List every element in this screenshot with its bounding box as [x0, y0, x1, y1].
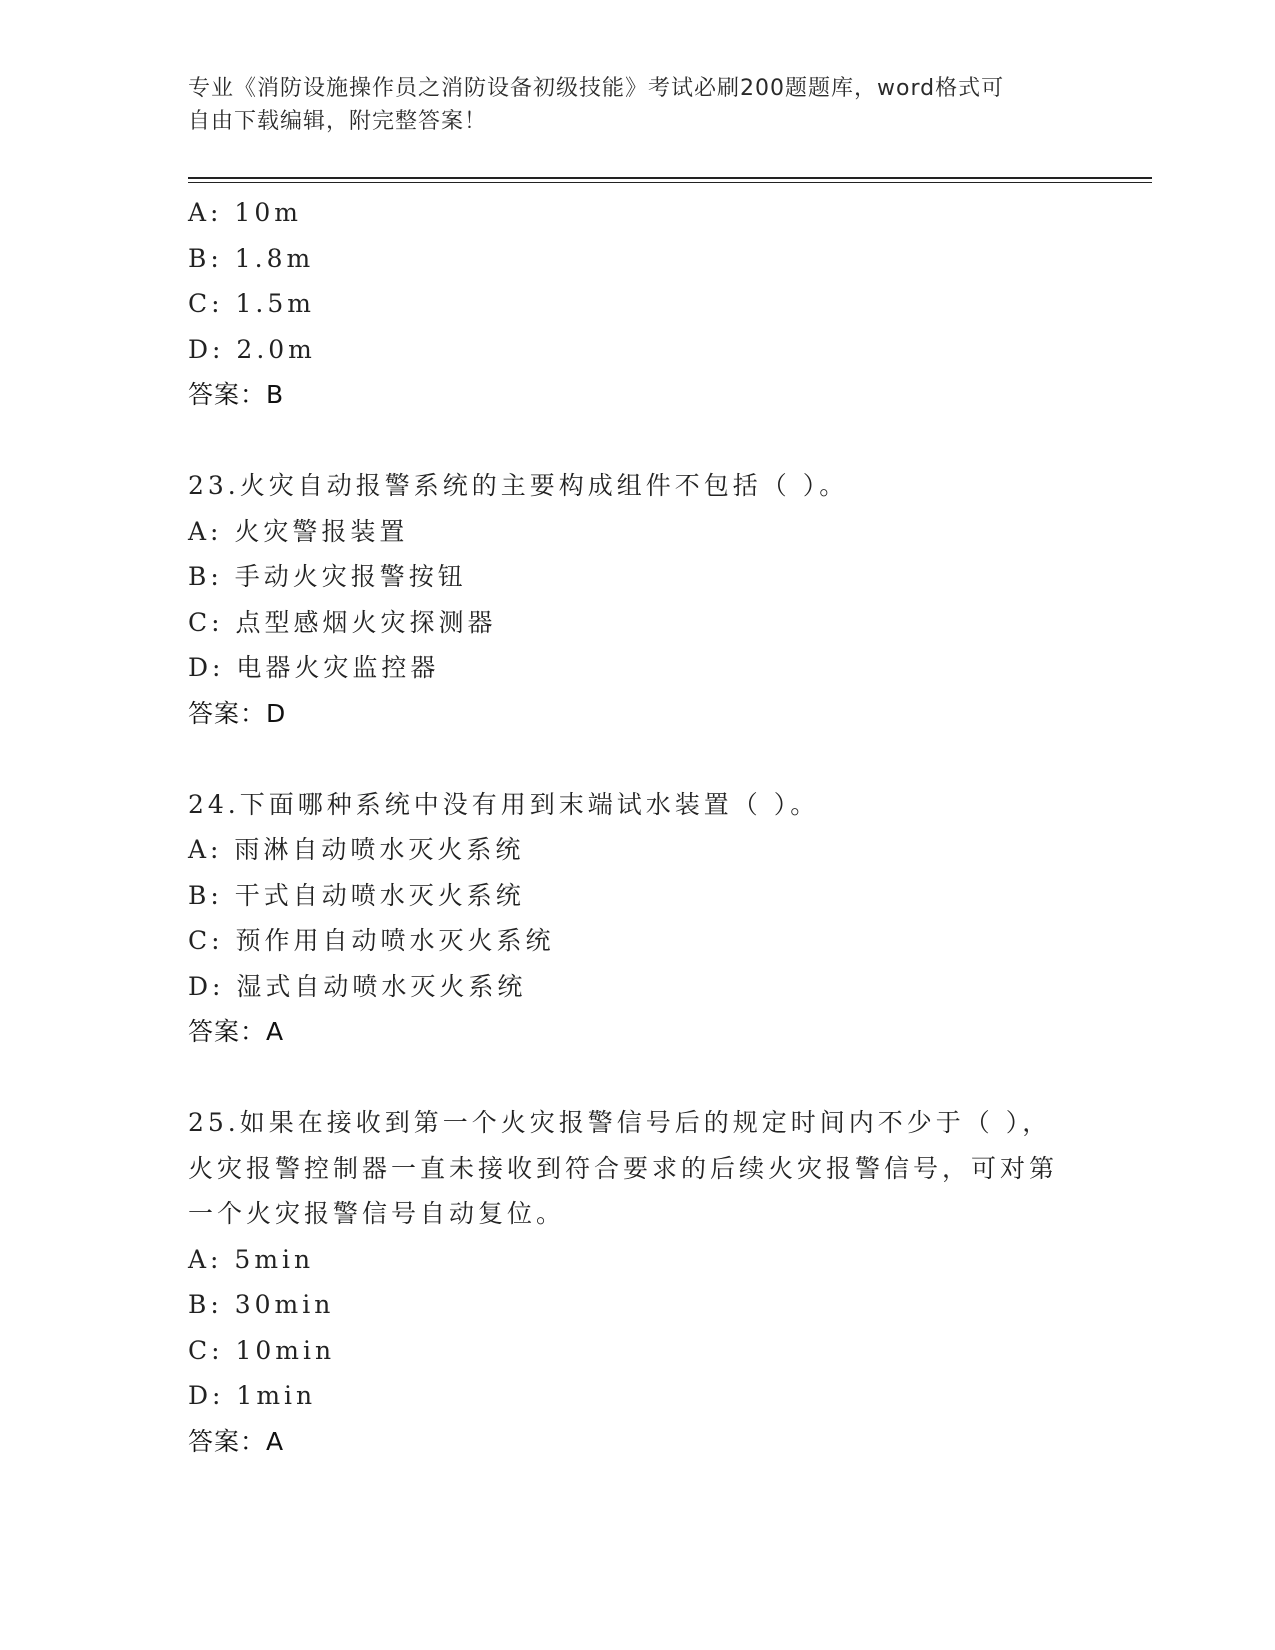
- question-text: 23.火灾自动报警系统的主要构成组件不包括（ ）。: [188, 471, 849, 500]
- option-c: C: 10min: [188, 1335, 336, 1365]
- answer-line: 答案：B: [188, 380, 285, 409]
- question-23: [188, 463, 1088, 736]
- option-d: D: 1min: [188, 1381, 317, 1410]
- option-b: B: 干式自动喷水灭火系统: [188, 880, 525, 910]
- header-rule-thin: [188, 182, 1152, 183]
- answer-line: 答案：A: [188, 1426, 285, 1456]
- option-b: B: 手动火灾报警按钮: [188, 562, 467, 591]
- option-b: B: 1.8m: [188, 243, 315, 273]
- option-d: D: 电器火灾监控器: [188, 653, 440, 682]
- option-c: C: 1.5m: [188, 289, 315, 318]
- header-line-1: 专业《消防设施操作员之消防设备初级技能》考试必刷200题题库，word格式可: [188, 76, 1005, 101]
- option-b: B: 30min: [188, 1290, 335, 1319]
- answer-line: 答案：A: [188, 1017, 285, 1046]
- header-rule-thick: [188, 177, 1152, 179]
- question-partial: [188, 190, 1088, 418]
- question-25: [188, 1100, 1088, 1464]
- header-line-2: 自由下载编辑，附完整答案！: [188, 109, 488, 134]
- question-text: 25.如果在接收到第一个火灾报警信号后的规定时间内不少于（ ），火灾报警控制器一直未接收到符合要求的后续火灾报警信号，可对第一个火灾报警信号自动复位。: [188, 1108, 1059, 1228]
- document-header: [188, 72, 1088, 138]
- option-d: D: 2.0m: [188, 334, 316, 364]
- answer-line: 答案：D: [188, 698, 287, 728]
- option-a: A: 10m: [188, 198, 302, 227]
- document-body: [188, 190, 1088, 1464]
- option-a: A: 火灾警报装置: [188, 516, 409, 546]
- question-text: 24.下面哪种系统中没有用到末端试水装置（ ）。: [188, 789, 820, 819]
- option-a: A: 雨淋自动喷水灭火系统: [188, 835, 525, 864]
- option-c: C: 预作用自动喷水灭火系统: [188, 926, 555, 955]
- option-c: C: 点型感烟火灾探测器: [188, 607, 497, 637]
- option-a: A: 5min: [188, 1244, 315, 1274]
- question-24: [188, 782, 1088, 1055]
- option-d: D: 湿式自动喷水灭火系统: [188, 971, 527, 1001]
